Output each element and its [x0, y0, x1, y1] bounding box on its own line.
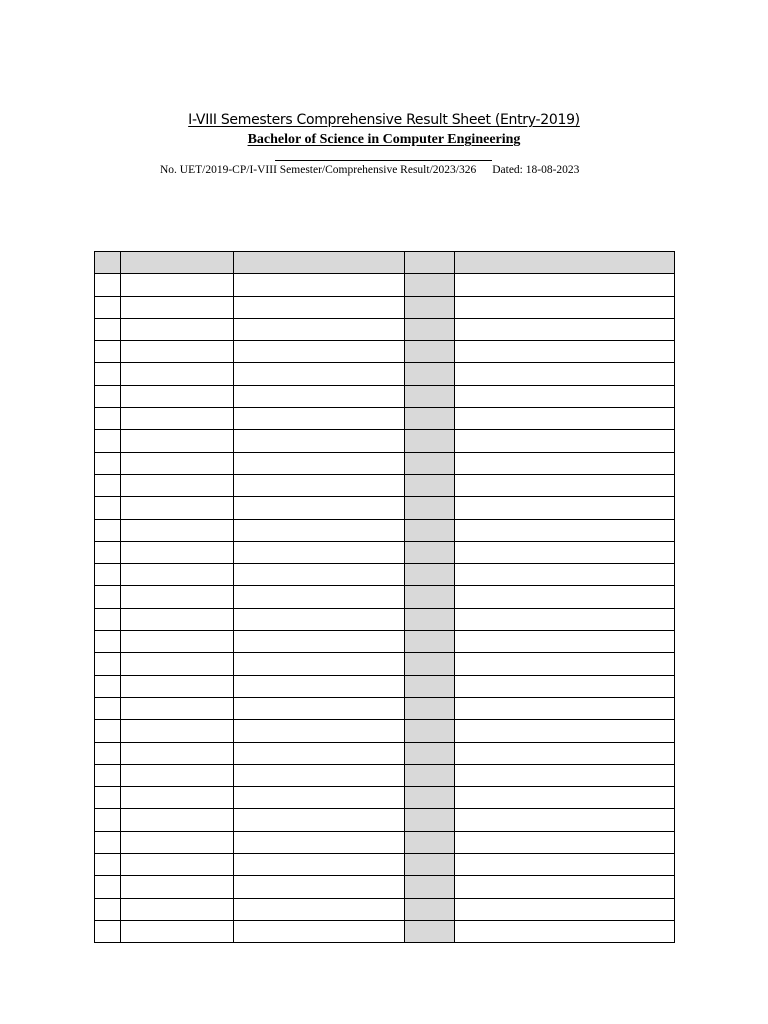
- table-cell: [95, 898, 121, 920]
- table-cell: [95, 809, 121, 831]
- table-cell: [95, 720, 121, 742]
- table-cell: [405, 697, 455, 719]
- table-cell: [234, 920, 405, 942]
- table-cell: [121, 363, 234, 385]
- table-cell: [234, 274, 405, 296]
- table-cell: [234, 787, 405, 809]
- table-row: [95, 519, 675, 541]
- table-cell: [455, 787, 675, 809]
- table-body: [95, 274, 675, 943]
- dated-text: Dated: 18-08-2023: [492, 164, 580, 176]
- table-cell: [95, 497, 121, 519]
- table-cell: [455, 675, 675, 697]
- table-cell: [234, 430, 405, 452]
- table-cell: [121, 408, 234, 430]
- table-cell: [405, 764, 455, 786]
- table-cell: [405, 385, 455, 407]
- table-cell: [234, 385, 405, 407]
- table-cell: [455, 653, 675, 675]
- table-cell: [95, 764, 121, 786]
- table-cell: [234, 586, 405, 608]
- table-cell: [405, 742, 455, 764]
- table-cell: [405, 898, 455, 920]
- table-cell: [95, 274, 121, 296]
- table-cell: [234, 898, 405, 920]
- table-row: [95, 631, 675, 653]
- table-cell: [121, 898, 234, 920]
- table-cell: [455, 385, 675, 407]
- table-cell: [234, 720, 405, 742]
- table-cell: [405, 675, 455, 697]
- table-cell: [95, 787, 121, 809]
- table-cell: [234, 653, 405, 675]
- table-cell: [455, 497, 675, 519]
- table-cell: [405, 920, 455, 942]
- table-cell: [234, 341, 405, 363]
- table-row: [95, 274, 675, 296]
- table-cell: [234, 474, 405, 496]
- table-cell: [455, 876, 675, 898]
- table-cell: [234, 809, 405, 831]
- table-cell: [234, 318, 405, 340]
- table-cell: [121, 675, 234, 697]
- table-cell: [405, 318, 455, 340]
- table-cell: [121, 742, 234, 764]
- table-cell: [405, 341, 455, 363]
- header-cell-4: [405, 252, 455, 274]
- table-cell: [455, 452, 675, 474]
- table-row: [95, 675, 675, 697]
- table-cell: [405, 497, 455, 519]
- table-cell: [234, 408, 405, 430]
- table-cell: [121, 720, 234, 742]
- table-cell: [455, 519, 675, 541]
- table-cell: [455, 898, 675, 920]
- table-cell: [121, 809, 234, 831]
- table-cell: [234, 697, 405, 719]
- table-cell: [121, 541, 234, 563]
- table-cell: [405, 608, 455, 630]
- table-cell: [234, 854, 405, 876]
- title-divider: [275, 160, 492, 161]
- table-row: [95, 474, 675, 496]
- table-cell: [95, 675, 121, 697]
- table-cell: [95, 408, 121, 430]
- table-cell: [121, 787, 234, 809]
- table-cell: [455, 831, 675, 853]
- table-cell: [121, 274, 234, 296]
- table-row: [95, 809, 675, 831]
- table-cell: [121, 876, 234, 898]
- table-cell: [95, 742, 121, 764]
- table-cell: [405, 363, 455, 385]
- table-cell: [95, 363, 121, 385]
- table-cell: [405, 430, 455, 452]
- table-row: [95, 586, 675, 608]
- table-cell: [405, 831, 455, 853]
- program-subtitle: Bachelor of Science in Computer Engineering: [247, 132, 521, 147]
- table-cell: [95, 385, 121, 407]
- table-cell: [95, 452, 121, 474]
- table-cell: [455, 608, 675, 630]
- table-cell: [455, 854, 675, 876]
- table-cell: [455, 809, 675, 831]
- table-cell: [455, 742, 675, 764]
- table-row: [95, 363, 675, 385]
- table-row: [95, 831, 675, 853]
- table-row: [95, 854, 675, 876]
- table-cell: [405, 274, 455, 296]
- table-cell: [405, 809, 455, 831]
- table-cell: [455, 631, 675, 653]
- table-cell: [405, 720, 455, 742]
- table-cell: [234, 675, 405, 697]
- table-row: [95, 653, 675, 675]
- header-cell-5: [455, 252, 675, 274]
- table-cell: [234, 541, 405, 563]
- table-cell: [455, 586, 675, 608]
- table-cell: [95, 608, 121, 630]
- table-cell: [95, 341, 121, 363]
- table-cell: [455, 720, 675, 742]
- table-cell: [121, 341, 234, 363]
- table-cell: [121, 697, 234, 719]
- table-row: [95, 720, 675, 742]
- table-cell: [234, 764, 405, 786]
- table-cell: [95, 474, 121, 496]
- table-cell: [234, 831, 405, 853]
- reference-line: [160, 164, 579, 176]
- table-cell: [121, 497, 234, 519]
- table-cell: [95, 519, 121, 541]
- reference-number: No. UET/2019-CP/I-VIII Semester/Comprehensive Result/2023/326: [160, 164, 477, 176]
- table-cell: [455, 564, 675, 586]
- table-cell: [121, 653, 234, 675]
- table-cell: [455, 341, 675, 363]
- table-row: [95, 541, 675, 563]
- table-cell: [95, 920, 121, 942]
- table-cell: [455, 474, 675, 496]
- table-cell: [121, 831, 234, 853]
- table-cell: [405, 854, 455, 876]
- table-cell: [95, 854, 121, 876]
- table-cell: [121, 474, 234, 496]
- table-cell: [405, 541, 455, 563]
- table-cell: [405, 519, 455, 541]
- table-cell: [121, 764, 234, 786]
- table-cell: [405, 653, 455, 675]
- table-row: [95, 876, 675, 898]
- table-row: [95, 318, 675, 340]
- table-cell: [455, 430, 675, 452]
- result-table: [94, 251, 675, 943]
- table-row: [95, 497, 675, 519]
- table-cell: [405, 474, 455, 496]
- table-cell: [121, 586, 234, 608]
- table-cell: [234, 363, 405, 385]
- table-cell: [405, 452, 455, 474]
- table-cell: [455, 408, 675, 430]
- table-row: [95, 564, 675, 586]
- table-cell: [455, 318, 675, 340]
- header-cell-serial: [95, 252, 121, 274]
- table-cell: [121, 385, 234, 407]
- header-cell-2: [121, 252, 234, 274]
- table-cell: [121, 608, 234, 630]
- table-row: [95, 920, 675, 942]
- table-cell: [95, 876, 121, 898]
- table-cell: [95, 653, 121, 675]
- table-cell: [405, 408, 455, 430]
- table-row: [95, 408, 675, 430]
- table-cell: [455, 764, 675, 786]
- table-cell: [95, 430, 121, 452]
- table-row: [95, 787, 675, 809]
- table-row: [95, 764, 675, 786]
- table-row: [95, 697, 675, 719]
- table-cell: [95, 541, 121, 563]
- table-row: [95, 898, 675, 920]
- table-cell: [234, 452, 405, 474]
- table-cell: [234, 876, 405, 898]
- table-cell: [121, 519, 234, 541]
- table-cell: [234, 742, 405, 764]
- table-cell: [121, 631, 234, 653]
- table-cell: [405, 564, 455, 586]
- table-cell: [455, 697, 675, 719]
- header-cell-3: [234, 252, 405, 274]
- table-cell: [405, 296, 455, 318]
- table-cell: [95, 296, 121, 318]
- table-row: [95, 742, 675, 764]
- table-cell: [121, 564, 234, 586]
- table-row: [95, 452, 675, 474]
- table-cell: [121, 430, 234, 452]
- table-cell: [121, 318, 234, 340]
- table-cell: [234, 608, 405, 630]
- table-cell: [95, 697, 121, 719]
- table-cell: [121, 452, 234, 474]
- table-cell: [234, 296, 405, 318]
- table-cell: [405, 876, 455, 898]
- table-cell: [234, 631, 405, 653]
- table-cell: [95, 631, 121, 653]
- table-row: [95, 341, 675, 363]
- table-cell: [455, 920, 675, 942]
- table-cell: [121, 920, 234, 942]
- table-row: [95, 608, 675, 630]
- table-cell: [455, 363, 675, 385]
- table-cell: [405, 586, 455, 608]
- table-row: [95, 430, 675, 452]
- table-cell: [121, 854, 234, 876]
- table-cell: [234, 519, 405, 541]
- sheet-title: I-VIII Semesters Comprehensive Result Sheet (Entry-2019): [188, 112, 580, 128]
- table-cell: [234, 497, 405, 519]
- table-cell: [455, 541, 675, 563]
- table-cell: [455, 274, 675, 296]
- table-cell: [455, 296, 675, 318]
- table-cell: [405, 631, 455, 653]
- table-cell: [95, 831, 121, 853]
- table-header-row: [95, 252, 675, 274]
- table-row: [95, 385, 675, 407]
- table-cell: [95, 564, 121, 586]
- table-cell: [234, 564, 405, 586]
- table-cell: [95, 586, 121, 608]
- table-row: [95, 296, 675, 318]
- table-cell: [121, 296, 234, 318]
- table-cell: [405, 787, 455, 809]
- table-cell: [95, 318, 121, 340]
